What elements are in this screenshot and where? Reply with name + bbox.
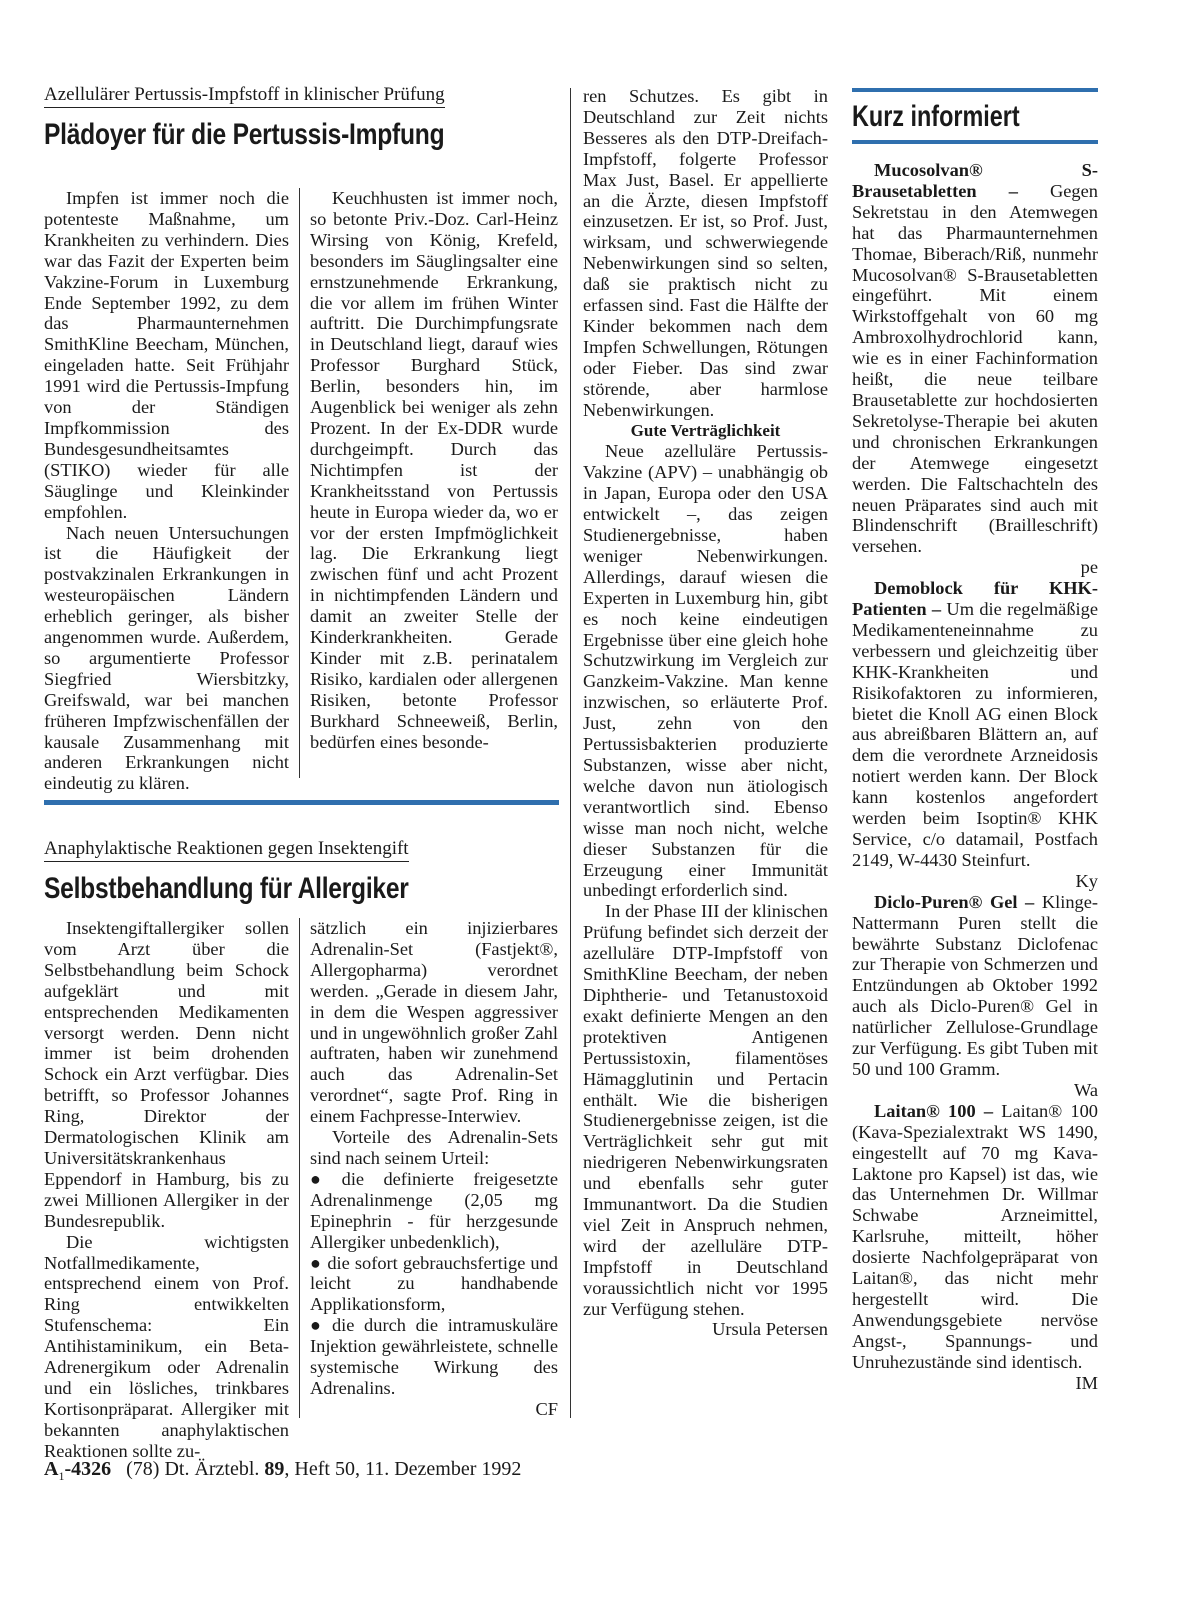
- article1-column-2: [310, 188, 558, 752]
- article2-column-1: [44, 918, 289, 1462]
- news-item-signature: pe: [1080, 557, 1098, 578]
- sidebar-top-rule: [852, 88, 1098, 92]
- column-divider: [299, 918, 300, 1418]
- paragraph: Neue azelluläre Pertussis-Vakzine (APV) – unabhängig ob in Japan, Europa oder den USA entwickelt –, das zeigen Studienergebnisse, haben weniger Nebenwirkungen. Allerdings, darauf wiesen die Experten in Luxemburg hin, gibt es noch keine eindeutigen Ergebnisse über eine gleich hohe Schutzwirkung im Vergleich zur Ganzkeim-Vakzine. Man kenne inzwischen, so erläuterte Prof. Just, zehn von den Pertussisbakterien produzierte Substanzen, wisse aber nicht, welche davon nun ätiologisch verantwortlich sind. Ebenso wisse man noch nicht, welche dieser Substanzen für die Erzeugung einer Immunität unbedingt erforderlich sind.: [583, 441, 828, 901]
- article2-column-2: [310, 918, 558, 1420]
- sidebar-bottom-rule: [852, 140, 1098, 144]
- paragraph: Die wichtigsten Notfallmedikamente, entsprechend einem von Prof. Ring entwikkelten Stufenschema: Ein Antihistaminikum, ein Beta-Adrenergikum oder Adrenalin und ein lösliches, trinkbares Kortisonpräparat. Allergiker mit bekannten anaphylaktischen Reaktionen sollte zu-: [44, 1231, 289, 1461]
- article1-kicker: Azellulärer Pertussis-Impfstoff in klinischer Prüfung: [44, 84, 445, 108]
- page-code: A: [44, 1458, 59, 1480]
- paragraph: Insektengiftallergiker sollen vom Arzt über die Selbstbehandlung beim Schock aufgeklärt und mit entsprechenden Medikamenten versorgt werden. Denn nicht immer ist beim drohenden Schock ein Arzt verfügbar. Dies betrifft, so Professor Johannes Ring, Direktor der Dermatologischen Klinik am Universitätskrankenhaus Eppendorf in Hamburg, bis zu zwei Millionen Allergiker in der Bundesrepublik.: [44, 918, 289, 1231]
- paragraph: Impfen ist immer noch die potenteste Maßnahme, um Krankheiten zu verhindern. Dies war das Fazit der Experten beim Vakzine-Forum in Luxemburg Ende September 1992, zu dem das Pharmaunternehmen SmithKline Beecham, München, eingeladen hatte. Seit Frühjahr 1991 wird die Pertussis-Impfung von der Ständigen Impfkommission des Bundesgesundheitsamtes (STIKO) wieder für alle Säuglinge und Kleinkinder empfohlen.: [44, 188, 289, 522]
- news-item: Mucosolvan® S-Brausetabletten – Gegen Sekretstau in den Atemwegen hat das Pharmaunternehmen Thomae, Biberach/Riß, nunmehr Mucosolvan® S-Brausetabletten eingeführt. Mit einem Wirkstoffgehalt von 60 mg Ambroxolhydrochlorid kann, wie es in einer Fachinformation heißt, die neue teilbare Brausetablette zur hochdosierten Sekretolyse-Therapie bei akuten und chronischen Erkrankungen der Atemwege eingesetzt werden. Die Faltschachteln des neuen Präparates sind auch mit Blindenschrift (Brailleschrift) versehen.: [852, 160, 1098, 557]
- column-divider: [570, 88, 571, 1418]
- news-item: Diclo-Puren® Gel – Klinge-Nattermann Puren stellt die bewährte Substanz Diclofenac zur Therapie von Schmerzen und Entzündungen ab Oktober 1992 auch als Diclo-Puren® Gel in natürlicher Zellulose-Grundlage zur Verfügung. Es gibt Tuben mit 50 und 100 Gramm.: [852, 891, 1098, 1079]
- list-item: ● die sofort gebrauchsfertige und leicht zu handhabende Applikationsform,: [310, 1252, 559, 1315]
- news-item: Laitan® 100 – Laitan® 100 (Kava-Spezialextrakt WS 1490, eingestellt auf 70 mg Kava-Laktone pro Kapsel) ist das, wie das Unternehmen Dr. Willmar Schwabe Arzneimittel, Karlsruhe, mitteilt, höher dosierte Nachfolgepräparat von Laitan®, das nicht mehr hergestellt wird. Die Anwendungsgebiete nervöse Angst-, Spannungs- und Unruhezustände sind identisch.: [852, 1100, 1098, 1372]
- article1-column-3: [583, 86, 828, 1340]
- paragraph: Vorteile des Adrenalin-Sets sind nach seinem Urteil:: [310, 1127, 558, 1168]
- news-item: Demoblock für KHK-Patienten – Um die regelmäßige Medikamenteneinnahme zu verbessern und gleichzeitig über KHK-Krankheiten und Risikofaktoren zu informieren, bietet die Knoll AG einen Block aus abreißbaren Blättern an, auf dem die verordnete Arzneidosis notiert werden kann. Der Block kann kostenlos angefordert werden beim Isoptin® KHK Service, c/o datamail, Postfach 2149, W-4430 Steinfurt.: [852, 578, 1098, 870]
- issue-date: , Heft 50, 11. Dezember 1992: [284, 1458, 522, 1480]
- paragraph: In der Phase III der klinischen Prüfung befindet sich derzeit der azelluläre DTP-Impfstoff von SmithKline Beecham, der neben Diphtherie- und Tetanustoxoid exakt definierte Mengen an den protektiven Antigenen Pertussistoxin, filamentöses Hämagglutinin und Pertacin enthält. Wie die bisherigen Studienergebnisse zeigen, ist die Verträglichkeit sehr gut mit niedrigeren Nebenwirkungsraten und ebenfalls sehr guter Immunantwort. Da die Studien viel Zeit in Anspruch nehmen, wird der azelluläre DTP-Impfstoff in Deutschland voraussichtlich nicht vor 1995 zur Verfügung stehen.: [583, 901, 828, 1319]
- sidebar-title: Kurz informiert: [852, 100, 1020, 133]
- news-item-signature: Wa: [1073, 1079, 1098, 1100]
- paragraph: sätzlich ein injizierbares Adrenalin-Set (Fastjekt®, Allergopharma) verordnet werden. „Gerade in diesem Jahr, in dem die Wespen aggressiver und in ungewöhnlich großer Zahl auftraten, haben wir zunehmend auch das Adrenalin-Set verordnet“, sagte Prof. Ring in einem Fachpresse-Interwiev.: [310, 918, 558, 1127]
- list-item: ● die durch die intramuskuläre Injektion gewährleistete, schnelle systemische Wirkung des Adrenalins.: [310, 1315, 558, 1398]
- bullet-icon: ●: [310, 1168, 336, 1189]
- list-item: ● die definierte freigesetzte Adrenalinmenge (2,05 mg Epinephrin - für herzgesunde Allergiker unbedenklich),: [310, 1168, 558, 1252]
- author-signature: CF: [535, 1398, 558, 1419]
- subheading: Gute Verträglichkeit: [630, 420, 781, 440]
- column-divider: [299, 188, 300, 778]
- news-item-signature: Ky: [1075, 870, 1098, 891]
- paragraph: ren Schutzes. Es gibt in Deutschland zur Zeit nichts Besseres als den DTP-Dreifach-Impfstoff, folgerte Professor Max Just, Basel. Er appellierte an die Ärzte, diesen Impfstoff einzusetzen. Er ist, so Prof. Just, wirksam, und schwerwiegende Nebenwirkungen sind so selten, daß sie praktisch nicht zu erfassen sind. Fast die Hälfte der Kinder bekommen nach dem Impfen Schwellungen, Rötungen oder Fieber. Das sind zwar störende, aber harmlose Nebenwirkungen.: [583, 86, 828, 420]
- page-code-sub: 1: [58, 1469, 65, 1483]
- journal-citation: (78) Dt. Ärztebl.: [126, 1458, 260, 1480]
- paragraph: Keuchhusten ist immer noch, so betonte Priv.-Doz. Carl-Heinz Wirsing von König, Krefeld, besonders im Säuglingsalter eine ernstzunehmende Erkrankung, die vor allem im frühen Winter auftritt. Die Durchimpfungsrate in Deutschland liegt, darauf wies Professor Burghard Stück, Berlin, besonders hin, im Augenblick bei weniger als zehn Prozent. In der Ex-DDR wurde durchgeimpft. Durch das Nichtimpfen ist der Krankheitsstand von Pertussis heute in Europa wieder da, wo er vor der ersten Impfmöglichkeit lag. Die Erkrankung liegt zwischen fünf und acht Prozent in nichtimpfenden Ländern und damit an zweiter Stelle der Kinderkrankheiten. Gerade Kinder mit z.B. perinatalem Risiko, kardialen oder allergenen Risiken, betonte Professor Burkhard Schneeweiß, Berlin, bedürfen eines besonde-: [310, 188, 558, 752]
- bullet-icon: ●: [310, 1315, 326, 1336]
- article2-title: Selbstbehandlung für Allergiker: [44, 872, 409, 905]
- volume-number: 89: [264, 1458, 285, 1480]
- news-item-signature: IM: [1075, 1372, 1098, 1393]
- section-separator: [44, 800, 559, 805]
- article2-kicker: Anaphylaktische Reaktionen gegen Insektengift: [44, 838, 409, 862]
- page-number: -4326: [64, 1458, 112, 1480]
- author-signature: Ursula Petersen: [712, 1319, 828, 1340]
- paragraph: Nach neuen Untersuchungen ist die Häufigkeit der postvakzinalen Erkrankungen in westeuropäischen Ländern erheblich geringer, als bisher angenommen wurde. Außerdem, so argumentierte Professor Siegfried Wiersbitzky, Greifswald, war bei manchen früheren Impfzwischenfällen der kausale Zusammenhang mit anderen Erkrankungen nicht eindeutig zu klären.: [44, 522, 289, 794]
- sidebar-news-list: [852, 160, 1098, 1393]
- page-footer: [44, 1458, 521, 1484]
- article1-title: Plädoyer für die Pertussis-Impfung: [44, 118, 445, 151]
- bullet-icon: ●: [310, 1252, 322, 1273]
- article1-column-1: [44, 188, 289, 794]
